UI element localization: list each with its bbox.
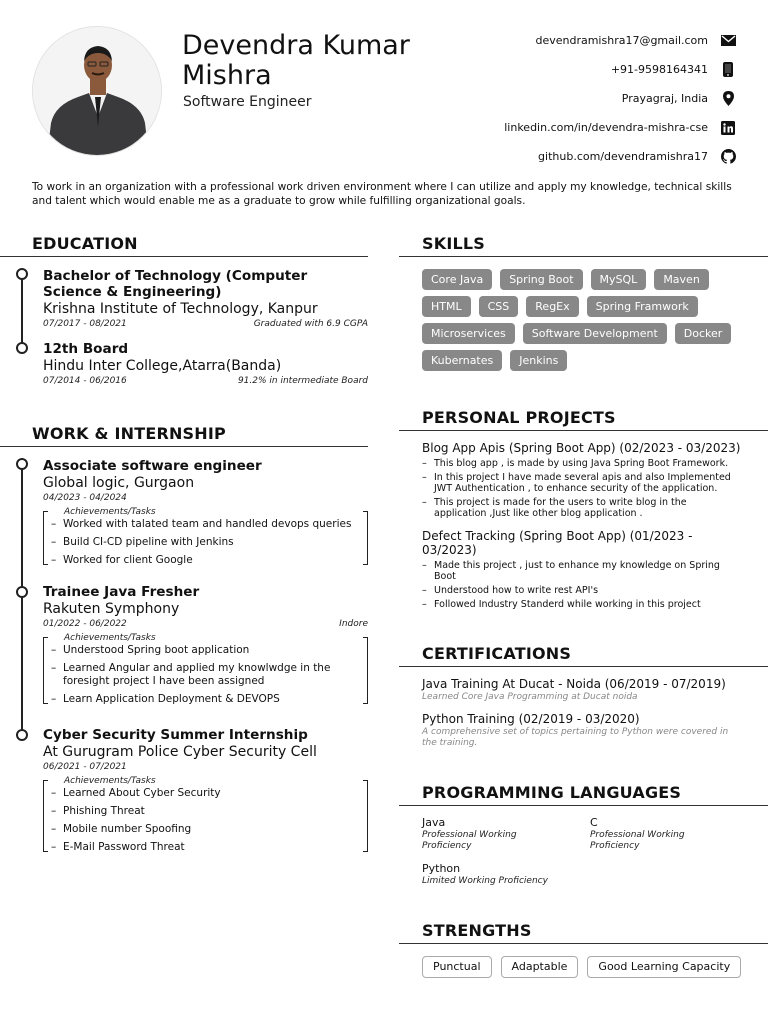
- timeline-line: [21, 466, 23, 737]
- phone-icon: [720, 62, 736, 78]
- task-text: Build CI-CD pipeline with Jenkins: [63, 536, 234, 548]
- project-bullet: – Made this project , just to enhance my knowledge on Spring Boot: [422, 560, 722, 582]
- projects-heading: PERSONAL PROJECTS: [422, 408, 616, 427]
- github-icon: [720, 149, 736, 165]
- certifications-heading: CERTIFICATIONS: [422, 644, 572, 663]
- task-item: – Phishing Threat: [51, 805, 145, 817]
- linkedin-icon: [720, 120, 736, 136]
- person-name: Devendra Kumar Mishra: [182, 30, 410, 91]
- language-entry: [422, 816, 532, 852]
- entry-meta: [43, 376, 368, 386]
- career-objective: To work in an organization with a professional work driven environment where I can utilize and apply my knowledge, technical skills and talent which would enable me as a graduate to grow while fulfilling organizational goals.: [32, 181, 732, 207]
- strength-tag: Good Learning Capacity: [587, 956, 741, 978]
- location-pin-icon: [720, 91, 736, 107]
- contact-email[interactable]: [406, 26, 736, 55]
- project-entry: [422, 441, 742, 519]
- task-item: – Build CI-CD pipeline with Jenkins: [51, 536, 234, 548]
- project-bullet: – In this project I have made several apis and also Implemented JWT Authentication , to enhance security of the application.: [422, 472, 742, 494]
- skills-heading: SKILLS: [422, 234, 485, 253]
- certifications-divider: [399, 666, 768, 667]
- task-text: E-Mail Password Threat: [63, 841, 185, 853]
- certification-entry: [422, 712, 732, 749]
- language-level: Limited Working Proficiency: [422, 876, 548, 886]
- location-text: Prayagraj, India: [621, 92, 708, 105]
- education-divider: [0, 256, 368, 257]
- profile-photo: [32, 26, 162, 156]
- project-bullet: – Followed Industry Standerd while working in this project: [422, 599, 701, 610]
- task-item: – Learn Application Deployment & DEVOPS: [51, 693, 280, 705]
- certification-title: Java Training At Ducat - Noida (06/2019 - 07/2019): [422, 677, 726, 691]
- bracket-right: [363, 637, 368, 704]
- skill-tag: Spring Framwork: [587, 296, 698, 317]
- work-heading: WORK & INTERNSHIP: [32, 424, 226, 443]
- task-text: Understood Spring boot application: [63, 644, 250, 656]
- work-entry: [43, 584, 368, 711]
- timeline-dot: [16, 268, 28, 280]
- company-name: Global logic, Gurgaon: [43, 475, 195, 491]
- skill-tag: Microservices: [422, 323, 515, 344]
- tasks-label: Achievements/Tasks: [64, 633, 156, 643]
- certification-title: Python Training (02/2019 - 03/2020): [422, 712, 640, 726]
- work-entry: [43, 727, 368, 859]
- contact-github[interactable]: [406, 142, 736, 171]
- job-role: Associate software engineer: [43, 458, 262, 474]
- project-bullet: – Understood how to write rest API's: [422, 585, 599, 596]
- timeline-dot: [16, 458, 28, 470]
- language-name: Python: [422, 862, 461, 875]
- strength-tag: Adaptable: [501, 956, 579, 978]
- task-text: Worked with talated team and handled devops queries: [63, 518, 352, 530]
- entry-note: 91.2% in intermediate Board: [237, 376, 368, 386]
- entry-dates: 07/2017 - 08/2021: [43, 319, 127, 329]
- entry-dates: 06/2021 - 07/2021: [43, 762, 127, 772]
- task-text: Worked for client Google: [63, 554, 193, 566]
- certification-desc: A comprehensive set of topics pertaining to Python were covered in the training.: [422, 727, 729, 748]
- contact-location: [406, 84, 736, 113]
- bracket-left: [43, 511, 48, 565]
- skills-divider: [399, 256, 768, 257]
- skill-tag: HTML: [422, 296, 471, 317]
- degree-title: Bachelor of Technology (Computer Science & Engineering): [43, 268, 308, 300]
- skill-tag: Spring Boot: [500, 269, 582, 290]
- skill-tag: Maven: [654, 269, 708, 290]
- skill-tag: Docker: [675, 323, 732, 344]
- language-entry: [590, 816, 700, 852]
- languages-heading: PROGRAMMING LANGUAGES: [422, 783, 682, 802]
- certification-desc: Learned Core Java Programming at Ducat noida: [422, 692, 638, 702]
- language-level: Professional Working Proficiency: [422, 830, 517, 851]
- bullet-text: This blog app , is made by using Java Spring Boot Framework.: [434, 458, 729, 469]
- language-level: Professional Working Proficiency: [590, 830, 685, 851]
- bracket-left: [43, 780, 48, 852]
- skills-list: [422, 269, 742, 377]
- phone-text[interactable]: +91-9598164341: [610, 63, 708, 76]
- task-item: – Worked for client Google: [51, 554, 193, 566]
- task-text: Learned About Cyber Security: [63, 787, 221, 799]
- bullet-text: In this project I have made several apis and also Implemented JWT Authentication , to enhance security of the application.: [434, 472, 731, 494]
- skill-tag: Software Development: [523, 323, 667, 344]
- entry-dates: 07/2014 - 06/2016: [43, 376, 127, 386]
- bracket-right: [363, 511, 368, 565]
- entry-dates: 01/2022 - 06/2022: [43, 619, 127, 629]
- contact-linkedin[interactable]: [406, 113, 736, 142]
- tasks-label: Achievements/Tasks: [64, 507, 156, 517]
- education-timeline: [16, 268, 376, 398]
- language-name: Java: [422, 816, 446, 829]
- project-bullet: – This blog app , is made by using Java Spring Boot Framework.: [422, 458, 729, 469]
- skill-tag: RegEx: [526, 296, 578, 317]
- bullet-text: Followed Industry Standerd while working in this project: [434, 599, 701, 610]
- project-bullet: – This project is made for the users to write blog in the application ,Just like other blog application .: [422, 497, 742, 519]
- company-name: At Gurugram Police Cyber Security Cell: [43, 744, 317, 760]
- task-text: Phishing Threat: [63, 805, 145, 817]
- skill-tag: Kubernates: [422, 350, 502, 371]
- job-title: Software Engineer: [183, 94, 312, 110]
- email-text[interactable]: devendramishra17@gmail.com: [535, 34, 708, 47]
- linkedin-text[interactable]: linkedin.com/in/devendra-mishra-cse: [504, 121, 708, 134]
- task-item: – Learned Angular and applied my knowlwdge in the foresight project I have been assigned: [43, 662, 368, 688]
- skill-tag: Core Java: [422, 269, 492, 290]
- timeline-dot: [16, 729, 28, 741]
- institution-name: Hindu Inter College,Atarra(Banda): [43, 358, 282, 374]
- timeline-line: [21, 276, 23, 350]
- task-item: – E-Mail Password Threat: [51, 841, 185, 853]
- work-divider: [0, 446, 368, 447]
- entry-note: Graduated with 6.9 CGPA: [253, 319, 368, 329]
- project-title: Blog App Apis (Spring Boot App) (02/2023 - 03/2023): [422, 441, 741, 455]
- contact-phone[interactable]: [406, 55, 736, 84]
- education-entry: [43, 341, 368, 386]
- bracket-left: [43, 637, 48, 704]
- github-text[interactable]: github.com/devendramishra17: [538, 150, 708, 163]
- tasks-label: Achievements/Tasks: [64, 776, 156, 786]
- job-role: Trainee Java Fresher: [43, 584, 200, 600]
- strength-tag: Punctual: [422, 956, 492, 978]
- bracket-right: [363, 780, 368, 852]
- task-item: – Mobile number Spoofing: [51, 823, 192, 835]
- timeline-dot: [16, 586, 28, 598]
- envelope-icon: [720, 33, 736, 49]
- skill-tag: CSS: [479, 296, 519, 317]
- task-item: – Learned About Cyber Security: [51, 787, 221, 799]
- task-text: Learned Angular and applied my knowlwdge in the foresight project I have been assigned: [63, 662, 331, 687]
- work-entry: [43, 458, 368, 572]
- project-title: Defect Tracking (Spring Boot App) (01/2023 - 03/2023): [422, 529, 693, 557]
- institution-name: Krishna Institute of Technology, Kanpur: [43, 301, 318, 317]
- education-heading: EDUCATION: [32, 234, 138, 253]
- timeline-dot: [16, 342, 28, 354]
- language-entry: [422, 862, 582, 887]
- contact-list: [406, 26, 736, 171]
- projects-divider: [399, 430, 768, 431]
- job-role: Cyber Security Summer Internship: [43, 727, 308, 743]
- entry-meta: [43, 762, 368, 772]
- task-text: Mobile number Spoofing: [63, 823, 192, 835]
- languages-divider: [399, 805, 768, 806]
- task-text: Learn Application Deployment & DEVOPS: [63, 693, 280, 705]
- task-list: [43, 776, 368, 854]
- person-photo-icon: [33, 27, 162, 156]
- task-item: – Understood Spring boot application: [51, 644, 250, 656]
- task-list: [43, 507, 368, 567]
- language-name: C: [590, 816, 598, 829]
- entry-meta: [43, 619, 368, 629]
- skill-tag: MySQL: [591, 269, 647, 290]
- work-timeline: [16, 458, 376, 878]
- education-entry: [43, 268, 368, 329]
- bullet-text: This project is made for the users to write blog in the application ,Just like other blog application .: [434, 497, 687, 519]
- strengths-list: [422, 956, 750, 978]
- degree-title: 12th Board: [43, 341, 129, 357]
- certification-entry: [422, 677, 742, 703]
- entry-meta: [43, 493, 368, 503]
- task-item: – Worked with talated team and handled devops queries: [51, 518, 352, 530]
- bullet-text: Made this project , just to enhance my knowledge on Spring Boot: [434, 560, 720, 582]
- task-list: [43, 633, 368, 706]
- company-name: Rakuten Symphony: [43, 601, 180, 617]
- entry-dates: 04/2023 - 04/2024: [43, 493, 127, 503]
- strengths-heading: STRENGTHS: [422, 921, 532, 940]
- entry-location: Indore: [339, 619, 368, 629]
- bullet-text: Understood how to write rest API's: [434, 585, 599, 596]
- strengths-divider: [399, 943, 768, 944]
- project-entry: [422, 529, 722, 610]
- entry-meta: [43, 319, 368, 329]
- skill-tag: Jenkins: [510, 350, 567, 371]
